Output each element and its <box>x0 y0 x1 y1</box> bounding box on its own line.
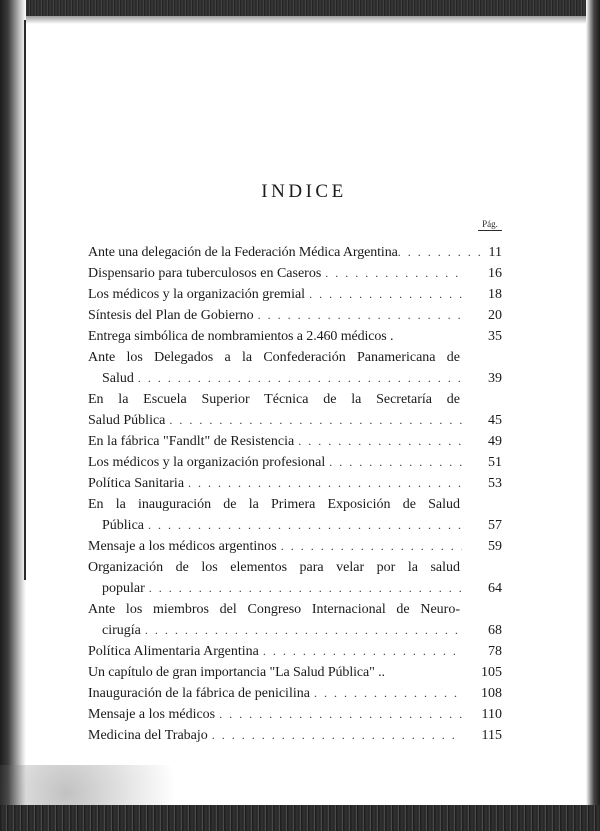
toc-entry-page: 49 <box>488 434 502 449</box>
toc-entry[interactable] <box>88 242 502 263</box>
toc-entry[interactable] <box>88 389 502 431</box>
toc-entry-page: 35 <box>488 329 502 344</box>
toc-entry-title: En la fábrica "Fandlt" de Resistencia <box>88 434 295 449</box>
toc-entry-page: 45 <box>488 413 502 428</box>
toc-entry-page: 16 <box>488 266 502 281</box>
scan-right-border <box>586 0 600 831</box>
toc-leader-dots <box>145 620 462 641</box>
toc-entry-title: Inauguración de la fábrica de penicilina <box>88 686 310 701</box>
toc-entry-title-line1: Ante los Delegados a la Confederación Panamericana de <box>88 350 460 365</box>
toc-leader-dots <box>263 641 462 662</box>
toc-leader-dots <box>188 473 462 494</box>
toc-entry-title: Ante una delegación de la Federación Médica Argentina <box>88 245 398 260</box>
toc-entry-title: Medicina del Trabajo <box>88 728 208 743</box>
toc-entry-title: Mensaje a los médicos <box>88 707 216 722</box>
toc-entry[interactable] <box>88 683 502 704</box>
scan-top-shadow <box>0 16 600 24</box>
toc-entry[interactable] <box>88 641 502 662</box>
toc-entry-title: Síntesis del Plan de Gobierno <box>88 308 254 323</box>
toc-entry-title: Un capítulo de gran importancia "La Salud Pública" .. <box>88 665 385 680</box>
toc-entry-title: Los médicos y la organización gremial <box>88 287 306 302</box>
toc-entry-page: 64 <box>488 581 502 596</box>
toc-entry-title: Política Sanitaria <box>88 476 185 491</box>
toc-entry-title-line2: Salud <box>102 371 134 386</box>
scan-bottom-noise <box>0 765 220 805</box>
toc-entry-page: 51 <box>488 455 502 470</box>
toc-entry[interactable] <box>88 557 502 599</box>
toc-entry-continuation <box>88 410 502 431</box>
toc-entry[interactable] <box>88 599 502 641</box>
table-of-contents <box>88 242 502 746</box>
toc-entry-page: 53 <box>488 476 502 491</box>
toc-entry[interactable] <box>88 494 502 536</box>
toc-entry-title-line1: En la inauguración de la Primera Exposición de Salud <box>88 497 460 512</box>
toc-entry-continuation <box>88 578 502 599</box>
toc-leader-dots <box>281 536 462 557</box>
toc-entry[interactable] <box>88 347 502 389</box>
scan-left-border <box>0 0 26 831</box>
toc-entry-continuation <box>88 368 502 389</box>
toc-entry[interactable] <box>88 431 502 452</box>
toc-entry-title: Los médicos y la organización profesional <box>88 455 326 470</box>
toc-entry-page: 68 <box>488 623 502 638</box>
toc-leader-dots <box>258 305 462 326</box>
toc-leader-dots <box>219 704 462 725</box>
toc-entry[interactable] <box>88 725 502 746</box>
toc-entry-title: Dispensario para tuberculosos en Caseros <box>88 266 322 281</box>
toc-leader-dots <box>325 263 462 284</box>
page-column-label: Pág. <box>478 219 502 231</box>
toc-leader-dots <box>309 284 462 305</box>
toc-entry-page: 110 <box>481 707 502 722</box>
toc-leader-dots <box>298 431 462 452</box>
toc-entry-page: 20 <box>488 308 502 323</box>
toc-entry[interactable] <box>88 704 502 725</box>
toc-entry[interactable] <box>88 536 502 557</box>
toc-entry[interactable] <box>88 305 502 326</box>
toc-entry-title: Mensaje a los médicos argentinos <box>88 539 277 554</box>
toc-entry-page: 11 <box>488 245 502 260</box>
toc-entry-title: Política Alimentaria Argentina <box>88 644 259 659</box>
toc-entry-title-line2: popular <box>102 581 145 596</box>
toc-entry-page: 18 <box>488 287 502 302</box>
toc-leader-dots <box>212 725 462 746</box>
toc-entry[interactable] <box>88 452 502 473</box>
toc-entry-title-line2: Pública <box>102 518 144 533</box>
toc-entry-title-line2: cirugía <box>102 623 141 638</box>
toc-entry[interactable] <box>88 326 502 347</box>
toc-leader-dots <box>138 368 462 389</box>
index-title: INDICE <box>261 181 347 202</box>
scan-top-border <box>0 0 600 16</box>
scan-bottom-border <box>0 805 600 831</box>
toc-entry-page: 105 <box>481 665 502 680</box>
toc-entry-page: 39 <box>488 371 502 386</box>
toc-entry-page: 78 <box>488 644 502 659</box>
toc-entry-title-line1: Ante los miembros del Congreso Internacional de Neuro- <box>88 602 460 617</box>
toc-entry-page: 108 <box>481 686 502 701</box>
toc-leader-dots <box>398 242 482 263</box>
toc-leader-dots <box>169 410 462 431</box>
toc-entry-page: 115 <box>481 728 502 743</box>
toc-entry-continuation <box>88 620 502 641</box>
toc-entry[interactable] <box>88 473 502 494</box>
toc-entry-title-line2: Salud Pública <box>88 413 166 428</box>
toc-leader-dots <box>148 515 462 536</box>
toc-entry-page: 59 <box>488 539 502 554</box>
toc-entry-title-line1: En la Escuela Superior Técnica de la Secretaría de <box>88 392 460 407</box>
toc-entry[interactable] <box>88 263 502 284</box>
toc-entry-page: 57 <box>488 518 502 533</box>
page-left-rule <box>24 20 26 580</box>
toc-entry-title-line1: Organización de los elementos para velar por la salud <box>88 560 460 575</box>
toc-entry-title: Entrega simbólica de nombramientos a 2.460 médicos . <box>88 329 394 344</box>
toc-leader-dots <box>314 683 462 704</box>
toc-entry[interactable] <box>88 284 502 305</box>
toc-entry[interactable] <box>88 662 502 683</box>
toc-leader-dots <box>329 452 462 473</box>
toc-entry-continuation <box>88 515 502 536</box>
toc-leader-dots <box>149 578 462 599</box>
